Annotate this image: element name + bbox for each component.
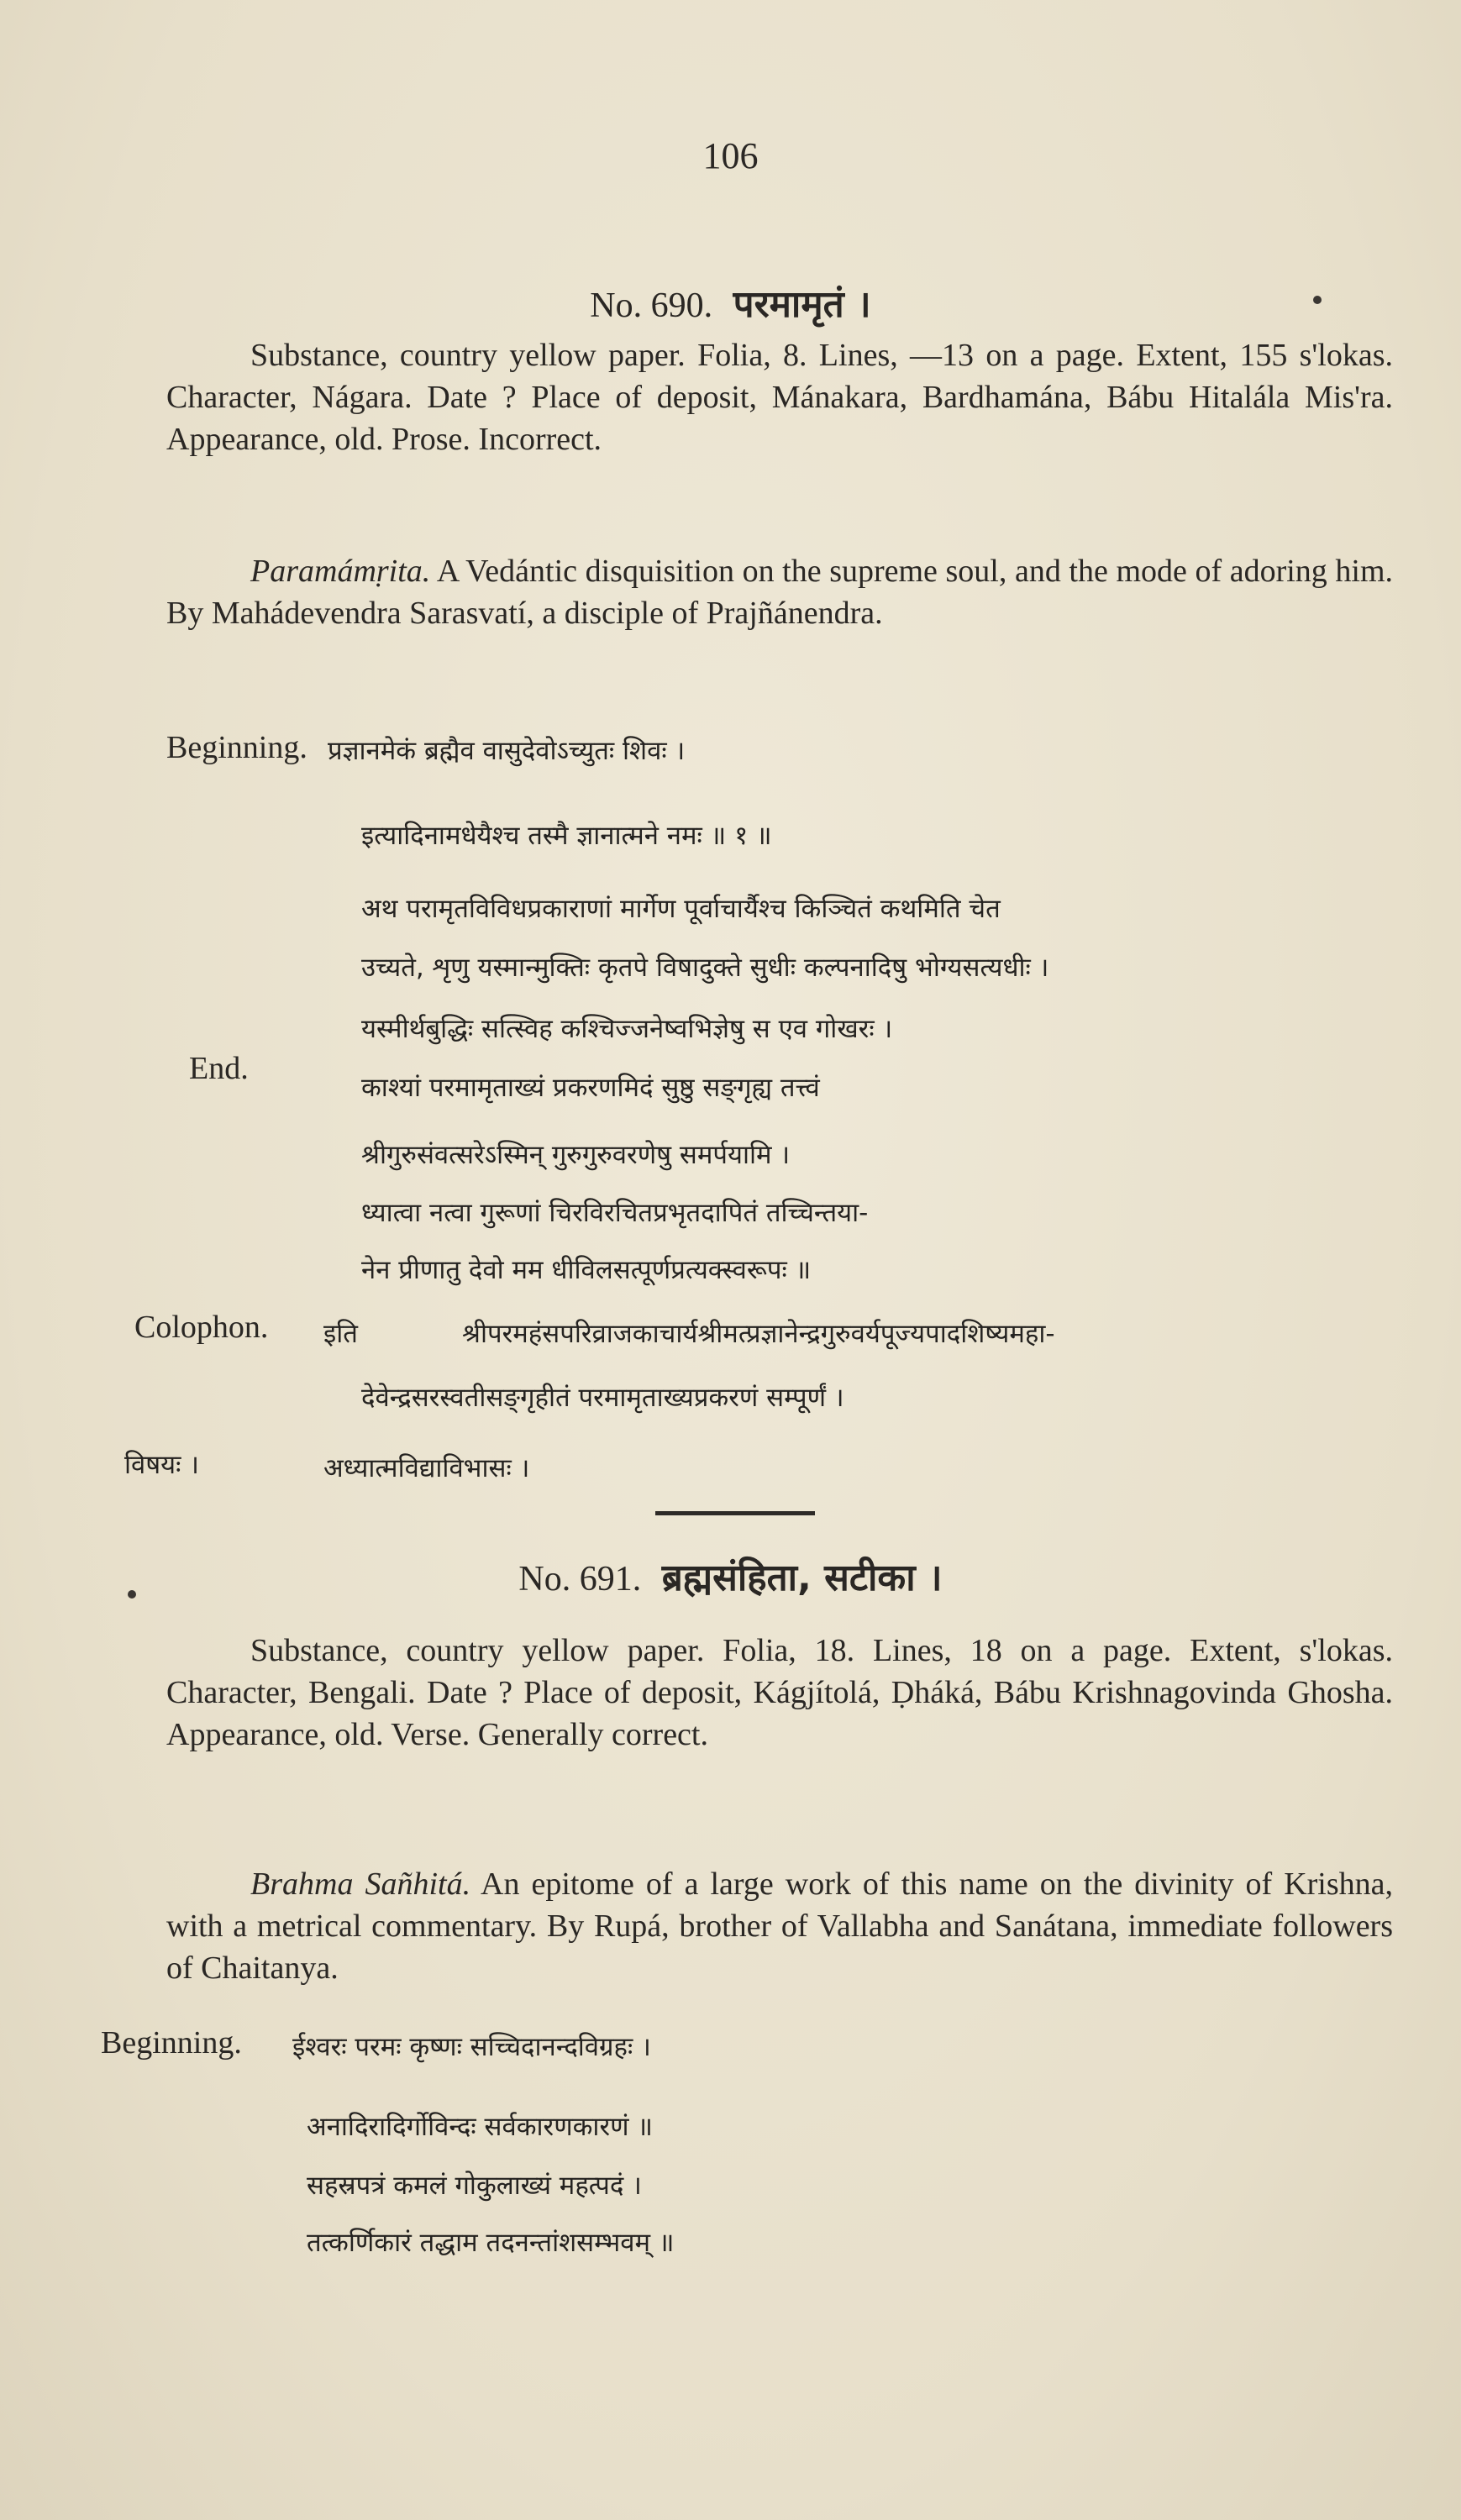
ink-speck <box>1313 296 1322 304</box>
entry-690-end-line: नेन प्रीणातु देवो मम धीविलसत्पूर्णप्रत्यक्स्वरूपः ॥ <box>361 1255 812 1285</box>
entry-690-colophon-label: Colophon. <box>134 1310 269 1345</box>
section-divider <box>655 1511 815 1515</box>
entry-691-beginning-line: अनादिरादिर्गोविन्दः सर्वकारणकारणं ॥ <box>307 2112 653 2142</box>
entry-690-colophon-iti: इति <box>323 1319 358 1349</box>
entry-690-desc-title: Paramámṛita. <box>250 554 431 589</box>
entry-690-description <box>166 550 1393 634</box>
entry-691-substance: Substance, country yellow paper. Folia, 18. Lines, 18 on a page. Extent, s'lokas. Character, Bengali. Date ? Place of deposit, Kágjítolá, Ḍháká, Bábu Krishnagovinda Ghosha. Appearance, old. Verse. Generally correct. <box>166 1633 1393 1752</box>
entry-690-colophon-line: देवेन्द्रसरस्वतीसङ्गृहीतं परमामृताख्यप्रकरणं सम्पूर्णं । <box>361 1383 844 1413</box>
entry-690-end-line: काश्यां परमामृताख्यं प्रकरणमिदं सुष्ठु सङ्गृह्य तत्त्वं <box>361 1073 820 1103</box>
entry-690-colophon-line: श्रीपरमहंसपरिव्राजकाचार्यश्रीमत्प्रज्ञानेन्द्रगुरुवर्यपूज्यपादशिष्यमहा- <box>462 1319 1055 1349</box>
entry-690-heading <box>0 277 1461 328</box>
entry-690-desc-body: A Vedántic disquisition on the supreme soul, and the mode of adoring him. By Mahádevendra Sarasvatí, a disciple of Prajñánendra. <box>166 554 1394 631</box>
entry-691-description <box>166 1863 1393 1989</box>
entry-691-desc-title: Brahma Sañhitá. <box>250 1866 471 1902</box>
entry-691-heading <box>0 1551 1461 1601</box>
ink-speck <box>128 1590 136 1599</box>
entry-690-number: No. 690. <box>590 286 713 325</box>
entry-690-end-line: ध्यात्वा नत्वा गुरूणां चिरविरचितप्रभृतदापितं तच्चिन्तया- <box>361 1198 869 1228</box>
entry-690-title: परमामृतं । <box>733 283 871 326</box>
entry-691-number: No. 691. <box>518 1560 642 1599</box>
entry-691-beginning-line: सहस्रपत्रं कमलं गोकुलाख्यं महत्पदं । <box>307 2171 642 2201</box>
entry-690-beginning-line: उच्यते, शृणु यस्मान्मुक्तिः कृतपे विषादुक्ते सुधीः कल्पनादिषु भोग्यसत्यधीः । <box>361 953 1049 983</box>
entry-691-beginning-label: Beginning. <box>101 2025 242 2061</box>
entry-690-subject-label: विषयः । <box>124 1450 200 1480</box>
entry-690-beginning-line: प्रज्ञानमेकं ब्रह्मैव वासुदेवोऽच्युतः शिवः । <box>328 736 686 766</box>
entry-691-beginning-line: तत्कर्णिकारं तद्धाम तदनन्तांशसम्भवम् ॥ <box>307 2228 675 2258</box>
entry-691-desc-body: An epitome of a large work of this name on the divinity of Krishna, with a metrical commentary. By Rupá, brother of Vallabha and Sanátana, immediate followers of Chaitanya. <box>166 1866 1394 1986</box>
entry-690-end-line: श्रीगुरुसंवत्सरेऽस्मिन् गुरुगुरुवरणेषु समर्पयामि । <box>361 1140 791 1170</box>
page-number: 106 <box>702 135 759 176</box>
entry-690-beginning-line: यस्मीर्थबुद्धिः सत्स्विह कश्चिज्जनेष्वभिज्ञेषु स एव गोखरः । <box>361 1014 893 1044</box>
entry-690-beginning-line: इत्यादिनामधेयैश्च तस्मै ज्ञानात्मने नमः ॥ १ ॥ <box>361 821 772 851</box>
entry-691-beginning-line: ईश्वरः परमः कृष्णः सच्चिदानन्दविग्रहः । <box>292 2032 651 2062</box>
entry-691-title: ब्रह्मसंहिता, सटीका । <box>661 1557 943 1599</box>
entry-690-subject-text: अध्यात्मविद्याविभासः । <box>323 1453 530 1483</box>
entry-690-end-label: End. <box>189 1051 249 1086</box>
entry-690-beginning-line: अथ परामृतविविधप्रकाराणां मार्गेण पूर्वाचार्यैश्च किञ्चितं कथमिति चेत <box>361 894 1001 924</box>
entry-690-beginning-label: Beginning. <box>166 730 307 765</box>
entry-690-substance: Substance, country yellow paper. Folia, 8. Lines, —13 on a page. Extent, 155 s'lokas. Character, Nágara. Date ? Place of deposit, Mánakara, Bardhamána, Bábu Hitalála Mis'ra. Appearance, old. Prose. Incorrect. <box>166 338 1393 457</box>
